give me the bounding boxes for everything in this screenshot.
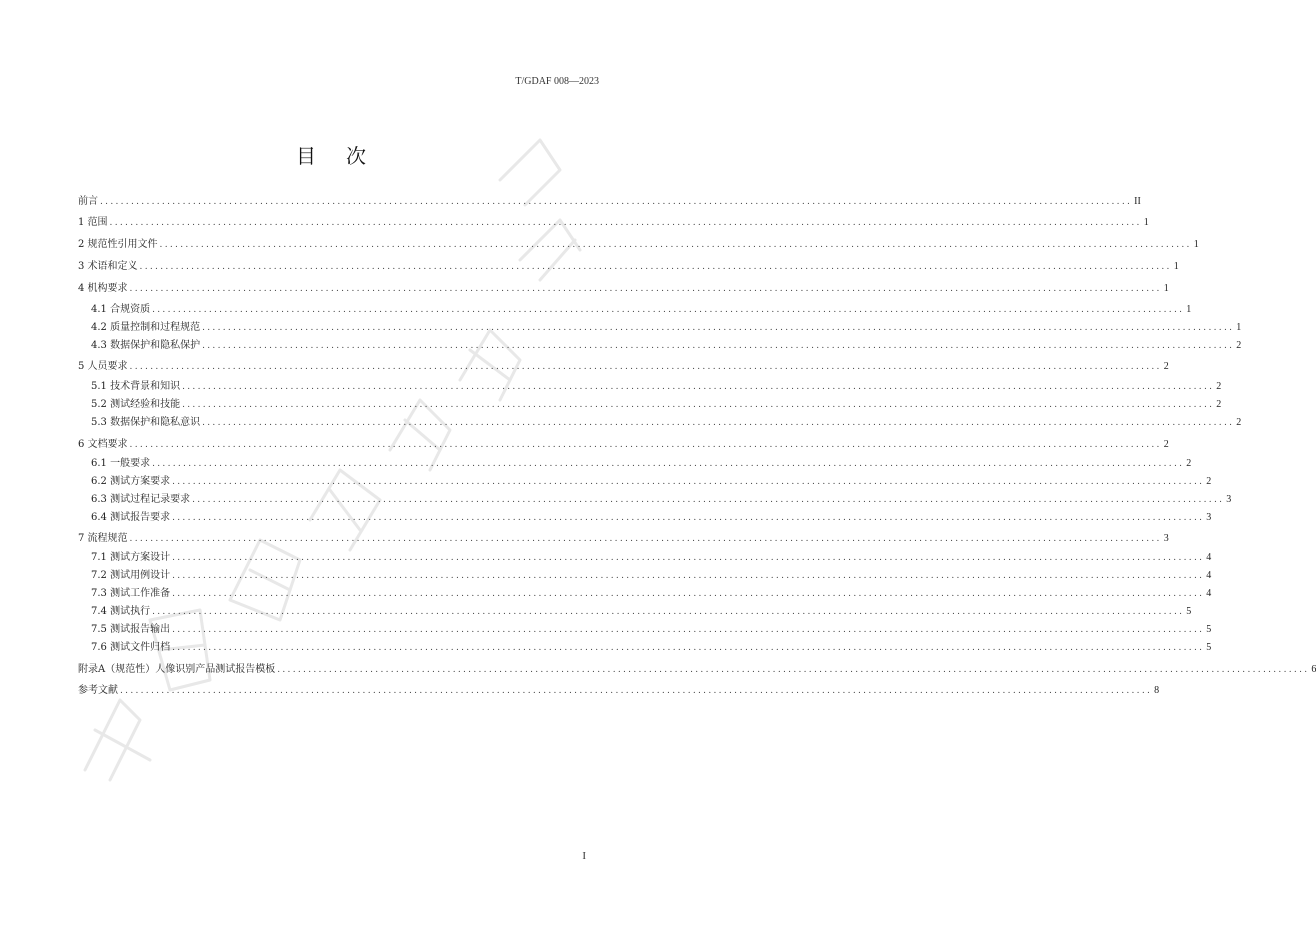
toc-entry-page: 8 — [1154, 685, 1160, 696]
toc-dot-leader: ........................................................................................................................................................................................................ — [129, 440, 1162, 450]
toc-dot-leader: ........................................................................................................................................................................................................ — [182, 382, 1215, 392]
toc-entry-label: 前言 — [78, 196, 98, 207]
toc-entry[interactable] — [78, 683, 1160, 699]
toc-entry[interactable] — [91, 397, 1222, 413]
toc-dot-leader: ........................................................................................................................................................................................................ — [192, 495, 1225, 505]
toc-dot-leader: ........................................................................................................................................................................................................ — [139, 262, 1172, 272]
toc-entry-label: 5.3 数据保护和隐私意识 — [91, 417, 201, 428]
toc-entry-page: 1 — [1143, 217, 1149, 228]
toc-entry-page: 2 — [1186, 458, 1192, 469]
toc-entry-label: 7.4 测试执行 — [91, 606, 151, 617]
toc-entry-label: 6.3 测试过程记录要求 — [91, 494, 191, 505]
toc-entry-label: 2 规范性引用文件 — [78, 239, 158, 250]
toc-entry[interactable] — [91, 474, 1212, 490]
toc-entry-page: 1 — [1186, 304, 1192, 315]
toc-entry-page: 4 — [1206, 552, 1212, 563]
toc-entry[interactable] — [78, 215, 1149, 231]
toc-entry-label: 参考文献 — [78, 685, 118, 696]
toc-dot-leader: ........................................................................................................................................................................................................ — [202, 323, 1235, 333]
toc-entry-label: 7.2 测试用例设计 — [91, 570, 171, 581]
toc-dot-leader: ........................................................................................................................................................................................................ — [129, 362, 1162, 372]
toc-entry-page: 3 — [1206, 512, 1212, 523]
toc-entry[interactable] — [91, 456, 1192, 472]
toc-dot-leader: ........................................................................................................................................................................................................ — [109, 218, 1142, 228]
toc-entry-label: 4 机构要求 — [78, 283, 128, 294]
toc-entry-page: 4 — [1206, 588, 1212, 599]
toc-entry-page: 1 — [1236, 322, 1242, 333]
toc-entry-label: 4.1 合规资质 — [91, 304, 151, 315]
toc-entry-page: 2 — [1206, 476, 1212, 487]
toc-entry[interactable] — [78, 531, 1169, 547]
toc-dot-leader: ........................................................................................................................................................................................................ — [277, 665, 1310, 675]
toc-dot-leader: ........................................................................................................................................................................................................ — [120, 686, 1153, 696]
toc-entry-page: 4 — [1206, 570, 1212, 581]
toc-dot-leader: ........................................................................................................................................................................................................ — [129, 284, 1162, 294]
toc-dot-leader: ........................................................................................................................................................................................................ — [182, 400, 1215, 410]
toc-entry-label: 附录A（规范性）人像识别产品测试报告模板 — [78, 664, 276, 675]
toc-entry[interactable] — [91, 550, 1212, 566]
toc-entry[interactable] — [78, 194, 1141, 210]
toc-entry-label: 4.2 质量控制和过程规范 — [91, 322, 201, 333]
toc-dot-leader: ........................................................................................................................................................................................................ — [172, 477, 1205, 487]
toc-entry[interactable] — [78, 662, 1316, 678]
toc-entry-page: 1 — [1173, 261, 1179, 272]
toc-entry[interactable] — [78, 281, 1169, 297]
toc-entry[interactable] — [91, 568, 1212, 584]
page-number: I — [582, 850, 586, 862]
toc-entry[interactable] — [78, 237, 1199, 253]
toc-entry-label: 3 术语和定义 — [78, 261, 138, 272]
toc-entry-label: 5.1 技术背景和知识 — [91, 381, 181, 392]
toc-dot-leader: ........................................................................................................................................................................................................ — [172, 553, 1205, 563]
toc-dot-leader: ........................................................................................................................................................................................................ — [172, 625, 1205, 635]
toc-entry-page: 2 — [1236, 340, 1242, 351]
toc-entry-label: 6 文档要求 — [78, 439, 128, 450]
toc-entry[interactable] — [91, 604, 1192, 620]
toc-entry-page: 2 — [1163, 361, 1169, 372]
page-title: 目次 — [296, 144, 396, 168]
toc-entry-page: 2 — [1216, 381, 1222, 392]
toc-dot-leader: ........................................................................................................................................................................................................ — [152, 459, 1185, 469]
toc-entry[interactable] — [91, 379, 1222, 395]
toc-entry-label: 5.2 测试经验和技能 — [91, 399, 181, 410]
toc-entry-page: 3 — [1163, 533, 1169, 544]
toc-dot-leader: ........................................................................................................................................................................................................ — [202, 341, 1235, 351]
toc-dot-leader: ........................................................................................................................................................................................................ — [100, 197, 1133, 207]
toc-entry[interactable] — [91, 640, 1212, 656]
toc-entry[interactable] — [91, 338, 1242, 354]
toc-dot-leader: ........................................................................................................................................................................................................ — [172, 571, 1205, 581]
toc-entry-page: 1 — [1193, 239, 1199, 250]
toc-entry-page: 6 — [1311, 664, 1316, 675]
toc-entry-page: 5 — [1186, 606, 1192, 617]
toc-entry-label: 7.1 测试方案设计 — [91, 552, 171, 563]
toc-entry-label: 6.2 测试方案要求 — [91, 476, 171, 487]
toc-dot-leader: ........................................................................................................................................................................................................ — [172, 589, 1205, 599]
toc-entry-page: 5 — [1206, 642, 1212, 653]
toc-entry-label: 5 人员要求 — [78, 361, 128, 372]
toc-dot-leader: ........................................................................................................................................................................................................ — [152, 607, 1185, 617]
toc-entry[interactable] — [91, 622, 1212, 638]
toc-entry-page: 3 — [1226, 494, 1232, 505]
toc-dot-leader: ........................................................................................................................................................................................................ — [152, 305, 1185, 315]
toc-entry-label: 7.6 测试文件归档 — [91, 642, 171, 653]
toc-entry-page: 5 — [1206, 624, 1212, 635]
toc-dot-leader: ........................................................................................................................................................................................................ — [172, 643, 1205, 653]
toc-entry[interactable] — [91, 320, 1242, 336]
toc-entry[interactable] — [91, 492, 1232, 508]
toc-entry-label: 1 范围 — [78, 217, 108, 228]
toc-dot-leader: ........................................................................................................................................................................................................ — [172, 513, 1205, 523]
toc-entry-label: 6.4 测试报告要求 — [91, 512, 171, 523]
toc-entry-label: 7 流程规范 — [78, 533, 128, 544]
toc-dot-leader: ........................................................................................................................................................................................................ — [202, 418, 1235, 428]
toc-entry[interactable] — [78, 259, 1179, 275]
toc-entry[interactable] — [91, 586, 1212, 602]
toc-entry-page: 1 — [1163, 283, 1169, 294]
toc-entry-page: 2 — [1216, 399, 1222, 410]
toc-dot-leader: ........................................................................................................................................................................................................ — [159, 240, 1192, 250]
toc-entry[interactable] — [78, 359, 1169, 375]
toc-entry-page: II — [1134, 196, 1141, 207]
toc-dot-leader: ........................................................................................................................................................................................................ — [129, 534, 1162, 544]
toc-entry[interactable] — [91, 510, 1212, 526]
toc-entry[interactable] — [91, 302, 1192, 318]
toc-entry[interactable] — [78, 437, 1169, 453]
toc-entry-label: 6.1 一般要求 — [91, 458, 151, 469]
toc-entry-label: 4.3 数据保护和隐私保护 — [91, 340, 201, 351]
toc-entry-label: 7.5 测试报告输出 — [91, 624, 171, 635]
toc-entry-label: 7.3 测试工作准备 — [91, 588, 171, 599]
toc-entry-page: 2 — [1163, 439, 1169, 450]
toc-entry-page: 2 — [1236, 417, 1242, 428]
toc-entry[interactable] — [91, 415, 1242, 431]
document-code: T/GDAF 008—2023 — [515, 76, 599, 87]
